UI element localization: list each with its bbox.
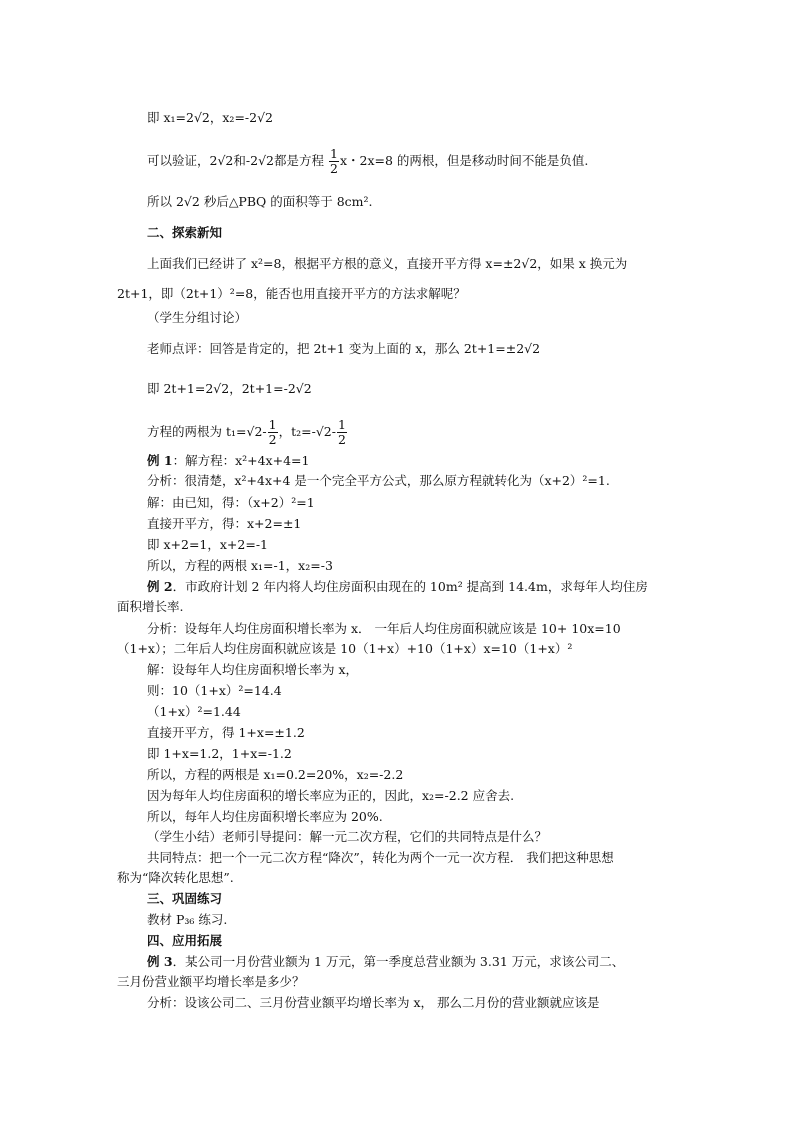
text-line: 解：设每年人均住房面积增长率为 x， <box>147 662 359 677</box>
text-line-with-fraction: 可以验证，2√2和-2√2都是方程 $\frac{1}{2}$ x・2x=8 的两根，但是移动时间不能是负值. <box>147 146 589 176</box>
text-line: 所以 2√2 秒后△PBQ 的面积等于 8cm². <box>147 194 373 209</box>
section-heading: 三、巩固练习 <box>147 891 223 906</box>
section-heading: 二、探索新知 <box>147 225 223 240</box>
text-line: （1+x）²=1.44 <box>147 704 241 719</box>
example-line: 例 3．某公司一月份营业额为 1 万元，第一季度总营业额为 3.31 万元，求该公司二、 <box>147 954 625 969</box>
text-line: 分析：很清楚，x²+4x+4 是一个完全平方公式，那么原方程就转化为（x+2）²=1. <box>147 473 610 488</box>
text-line: 共同特点：把一个一元二次方程“降次”，转化为两个一元一次方程． 我们把这种思想 <box>147 850 614 865</box>
text-line: 所以，方程的两根 x₁=-1，x₂=-3 <box>147 558 333 573</box>
text-line: 所以，方程的两根是 x₁=0.2=20%，x₂=-2.2 <box>147 767 404 782</box>
text-line: 称为“降次转化思想”. <box>117 870 234 885</box>
text-line: 分析：设该公司二、三月份营业额平均增长率为 x， 那么二月份的营业额就应该是 <box>147 995 600 1010</box>
text-line: 直接开平方，得 1+x=±1.2 <box>147 725 305 740</box>
text-line: 即 1+x=1.2，1+x=-1.2 <box>147 746 292 761</box>
text-line: 即 2t+1=2√2，2t+1=-2√2 <box>147 381 312 396</box>
text-line: 即 x+2=1，x+2=-1 <box>147 537 269 552</box>
example-line: 例 2．市政府计划 2 年内将人均住房面积由现在的 10m² 提高到 14.4m，求每年人均住房 <box>147 579 648 594</box>
text-line: 三月份营业额平均增长率是多少？ <box>117 974 305 989</box>
text-line: 面积增长率. <box>117 599 184 614</box>
text-line: 即 x₁=2√2，x₂=-2√2 <box>147 110 274 125</box>
example-label: 例 3 <box>147 954 173 969</box>
text-line: 解：由已知，得：（x+2）²=1 <box>147 495 315 510</box>
text-line: （1+x）；二年后人均住房面积就应该是 10（1+x）+10（1+x）x=10（1+x）² <box>117 641 573 656</box>
fraction: $\frac{1}{2}$ <box>268 417 277 447</box>
text-line: 上面我们已经讲了 x²=8，根据平方根的意义，直接开平方得 x=±2√2，如果 x 换元为 <box>147 256 628 271</box>
example-line: 例 1：解方程：x²+4x+4=1 <box>147 453 310 468</box>
text-line: （学生分组讨论） <box>147 310 248 325</box>
fraction: $\frac{1}{2}$ <box>337 417 346 447</box>
text-line: 分析：设每年人均住房面积增长率为 x． 一年后人均住房面积就应该是 10+ 10x=10 <box>147 621 621 636</box>
fraction: $\frac{1}{2}$ <box>330 146 338 176</box>
section-heading: 四、应用拓展 <box>147 933 223 948</box>
text-line: 老师点评：回答是肯定的，把 2t+1 变为上面的 x，那么 2t+1=±2√2 <box>147 341 541 356</box>
example-label: 例 1 <box>147 453 173 468</box>
text-line: （学生小结）老师引导提问：解一元二次方程，它们的共同特点是什么？ <box>147 829 548 844</box>
text-line: 所以，每年人均住房面积增长率应为 20%. <box>147 809 383 824</box>
text-line-with-fraction: 方程的两根为 t₁=√2- $\frac{1}{2}$ ，t₂=-√2- $\frac{1}{2}$ <box>147 417 346 447</box>
text-line: 教材 P₃₆ 练习. <box>147 912 228 927</box>
example-label: 例 2 <box>147 579 173 594</box>
text-line: 直接开平方，得：x+2=±1 <box>147 516 302 531</box>
text-line: 因为每年人均住房面积的增长率应为正的，因此，x₂=-2.2 应舍去. <box>147 788 515 803</box>
text-line: 2t+1，即（2t+1）²=8，能否也用直接开平方的方法求解呢？ <box>117 286 466 301</box>
text-line: 则：10（1+x）²=14.4 <box>147 683 282 698</box>
